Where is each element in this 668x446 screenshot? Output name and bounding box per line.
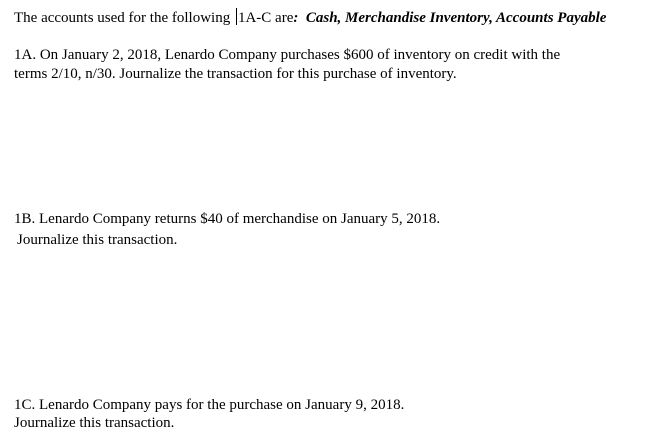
question-1c-line-2: Journalize this transaction. — [14, 415, 175, 431]
accounts-heading — [14, 8, 606, 28]
heading-colon: : — [293, 10, 299, 26]
question-1a-line-1: 1A. On January 2, 2018, Lenardo Company purchases $600 of inventory on credit with the — [14, 47, 561, 63]
question-1a-line-2: terms 2/10, n/30. Journalize the transaction for this purchase of inventory. — [14, 66, 457, 82]
heading-prefix: The accounts used for the following — [14, 10, 234, 26]
question-1c-line-1: 1C. Lenardo Company pays for the purchase on January 9, 2018. — [14, 397, 405, 413]
question-1b-line-2: Journalize this transaction. — [17, 232, 178, 248]
question-1b-line-1: 1B. Lenardo Company returns $40 of merchandise on January 5, 2018. — [14, 211, 441, 227]
text-cursor — [236, 8, 237, 25]
accounts-list: Cash, Merchandise Inventory, Accounts Payable — [305, 10, 607, 26]
heading-range: 1A-C are — [237, 10, 294, 26]
